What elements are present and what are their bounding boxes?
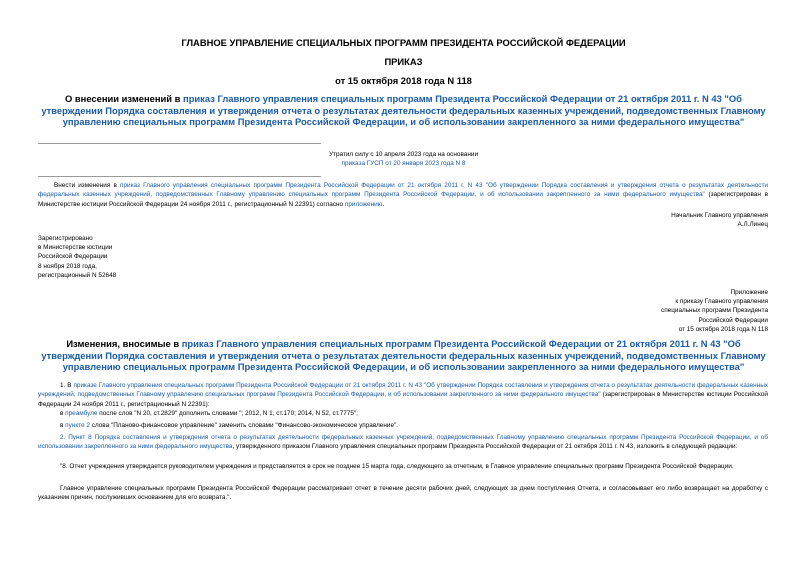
item-1-number: 1. В — [60, 382, 74, 389]
registration-line: 8 ноября 2018 года, — [38, 262, 97, 270]
separator-top — [38, 143, 321, 144]
registration-line: Российской Федерации — [38, 253, 108, 261]
preamble-text: Внести изменения в — [54, 182, 121, 189]
item-2-number: 2. — [60, 434, 69, 441]
item-8-review-text: Главное управление специальных программ Президента Российской Федерации рассматривает отчет в течение десяти рабочих дней, следующих за днем поступления Отчета, и согласовывает его либо возвращает на доработку с указанием причин, послуживших основанием для его возврата.". — [38, 485, 768, 502]
item-1-link[interactable]: приказе Главного управления специальных программ Президента Российской Федерации от 21 октября 2011 г. N 43 "Об утверждении Порядка составления и утверждения отчета о результатах деятельности федеральных казенных учреждений, подведомственных Главному управлению специальных программ Президента Российской Федерации, и об использовании закрепленного за ними федерального имущества" — [38, 382, 768, 399]
doc-type: ПРИКАЗ — [384, 56, 423, 67]
appendix-line: от 15 октября 2018 года N 118 — [678, 325, 768, 333]
registration-line: регистрационный N 52648 — [38, 271, 117, 279]
changes-title-prefix: Изменения, вносимые в — [66, 338, 182, 349]
item-1a — [38, 409, 768, 418]
item-1b-text: в — [60, 422, 66, 429]
doc-title-prefix: О внесении изменений в — [65, 93, 184, 104]
preamble-paragraph — [38, 181, 768, 209]
status-line: Утратил силу с 10 апреля 2023 года на основании — [328, 151, 479, 158]
signature-block — [400, 211, 768, 229]
item-1-text: (зарегистрирован в Министерстве юстиции Российской Федерации 24 ноября 2011 г., регистрационный N 22391): — [38, 391, 768, 408]
item-1b-rest: слова "Планово-финансовое управление" заменить словами "Финансово-экономическое управление". — [89, 422, 399, 429]
appendix-line: к приказу Главного управления — [675, 298, 768, 306]
item-1a-text: в — [60, 410, 66, 417]
item-8-text: "8. Отчет учреждения утверждается руководителем учреждения и представляется в срок не позднее 15 марта года, следующего за отчетным, в Главное управление специальных программ Президента Российской Федерации. — [60, 463, 734, 470]
item-1 — [38, 381, 768, 409]
appendix-reference — [500, 288, 768, 334]
appendix-line: Российской Федерации — [698, 316, 768, 324]
preamble-order-link[interactable]: приказ Главного управления специальных программ Президента Российской Федерации от 21 октября 2011 г. N 43 "Об утверждении Порядка составления и утверждения отчета о результатах деятельности федеральных казенных учреждений, подведомственных Главному управлению специальных программ Президента Российской Федерации, и об использовании закрепленного за ними федерального имущества" — [38, 182, 768, 199]
status-note — [0, 150, 807, 168]
preamble-ref-link[interactable]: преамбуле — [65, 410, 98, 417]
registration-line: в Министерстве юстиции — [38, 244, 113, 252]
status-link[interactable]: приказа ГУСП от 20 января 2023 года N 8 — [341, 160, 466, 168]
signature-name: А.Л.Линец — [737, 221, 768, 229]
signature-position: Начальник Главного управления — [671, 212, 768, 219]
changes-title — [40, 338, 767, 373]
doc-title — [40, 93, 767, 128]
preamble-registration-text: (зарегистрирован в Министерстве юстиции Российской Федерации 24 ноября 2011 г., регистрационный N 22391) согласно — [38, 191, 768, 208]
org-heading: ГЛАВНОЕ УПРАВЛЕНИЕ СПЕЦИАЛЬНЫХ ПРОГРАММ ПРЕЗИДЕНТА РОССИЙСКОЙ ФЕДЕРАЦИИ — [181, 37, 626, 48]
appendix-line: Приложение — [730, 289, 768, 296]
item-1a-rest: после слов "N 20, ст.2829" дополнить словами "; 2012, N 1, ст.170; 2014, N 52, ст.7775"; — [97, 410, 358, 417]
changes-title-link[interactable]: приказ Главного управления специальных программ Президента Российской Федерации от 21 октября 2011 г. N 43 "Об утверждении Порядка составления и утверждения отчета о результатах деятельности федеральных казенных учреждений, подведомственных Главному управлению специальных программ Президента Российской Федерации, и об использовании закрепленного за ними федерального имущества" — [41, 338, 766, 373]
point-2-link[interactable]: пункте 2 — [65, 422, 90, 429]
separator-bottom — [38, 176, 321, 177]
registration-line: Зарегистрировано — [38, 235, 93, 242]
item-2 — [38, 433, 768, 452]
doc-title-link[interactable]: приказ Главного управления специальных программ Президента Российской Федерации от 21 октября 2011 г. N 43 "Об утверждении Порядка составления и утверждения отчета о результатах деятельности федеральных казенных учреждений, подведомственных Главному управлению специальных программ Президента Российской Федерации, и об использовании закрепленного за ними федерального имущества" — [41, 93, 766, 128]
preamble-appendix-link[interactable]: приложению — [344, 200, 383, 208]
doc-date: от 15 октября 2018 года N 118 — [335, 75, 472, 86]
item-2-link[interactable]: Пункт 8 Порядка составления и утверждения отчета о результатах деятельности федеральных казенных учреждений, подведомственных Главному управлению специальных программ Президента Российской Федерации, и об использовании закрепленного за ними федерального имущества — [38, 434, 768, 451]
appendix-line: специальных программ Президента — [661, 307, 768, 315]
preamble-end: . — [382, 200, 385, 208]
registration-block — [38, 234, 238, 280]
item-2-text: , утвержденного приказом Главного управления специальных программ Президента Российской Федерации от 21 октября 2011 г. N 43, изложить в следующей редакции: — [232, 443, 738, 451]
item-1b — [38, 421, 768, 430]
